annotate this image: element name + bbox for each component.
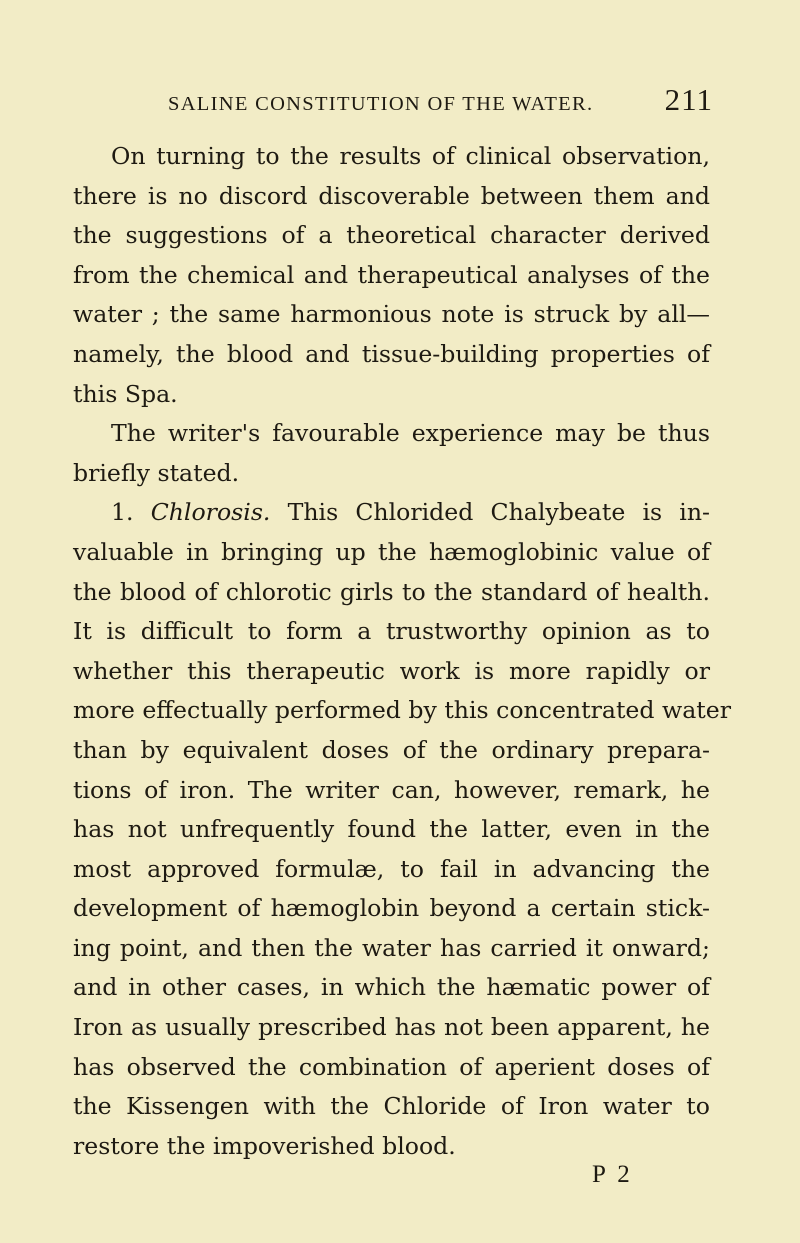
text-line: restore the impoverished blood. [73,1131,456,1160]
text-line: has observed the combination of aperient doses of [73,1052,710,1081]
text-line: there is no discord discoverable between them and [73,181,710,210]
text-line: ing point, and then the water has carried it onward; [73,933,710,962]
item-number: 1. [111,498,134,527]
text-line: development of hæmoglobin beyond a certain stick- [73,894,710,923]
text-line: than by equivalent doses of the ordinary prepara- [73,735,710,764]
text-line: the suggestions of a theoretical character derived [73,221,710,250]
text-line: has not unfrequently found the latter, even in the [73,815,710,844]
running-head [168,82,713,122]
text-line: On turning to the results of clinical observation, [111,142,710,170]
text-line: whether this therapeutic work is more rapidly or [73,656,710,685]
text-line: namely, the blood and tissue-building properties of [73,339,710,368]
signature-mark: P 2 [592,1161,633,1188]
item-heading: Chlorosis. [150,498,271,527]
text-line: most approved formulæ, to fail in advancing the [73,854,710,883]
item-text: This Chlorided Chalybeate is in- [287,498,710,527]
text-line: tions of iron. The writer can, however, remark, he [73,775,710,804]
text-line: Iron as usually prescribed has not been apparent, he [73,1013,710,1042]
page-number: 211 [664,82,713,117]
text-line: more effectually performed by this concentrated water [73,696,731,725]
text-line: the blood of chlorotic girls to the standard of health. [73,577,710,606]
body-text [73,137,731,1166]
text-line: the Kissengen with the Chloride of Iron water to [73,1092,710,1121]
text-line: water ; the same harmonious note is struck by all— [73,300,710,329]
text-line: valuable in bringing up the hæmoglobinic value of [73,537,710,566]
running-title: SALINE CONSTITUTION OF THE WATER. [168,93,594,115]
text-line: and in other cases, in which the hæmatic power of [73,973,710,1002]
text-line: It is difficult to form a trustworthy opinion as to [73,617,710,646]
text-line: The writer's favourable experience may be thus [111,419,710,448]
text-line: from the chemical and therapeutical analyses of the [73,260,710,289]
text-line: briefly stated. [73,458,240,487]
text-line: this Spa. [73,379,178,408]
numbered-paragraph-start [73,493,710,533]
